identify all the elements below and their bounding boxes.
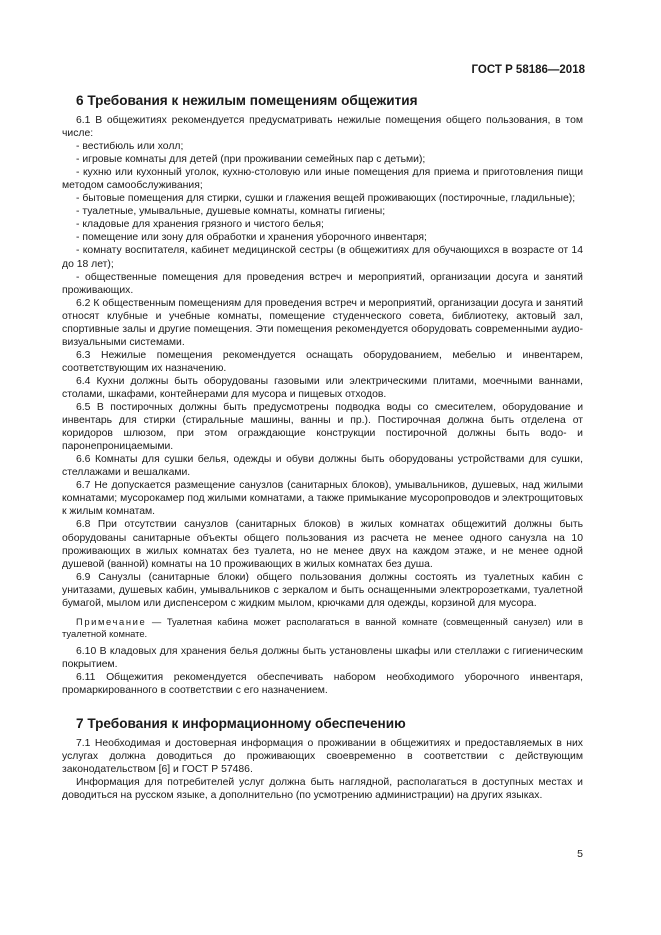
section-7-title: 7 Требования к информационному обеспечению bbox=[76, 715, 406, 731]
note bbox=[62, 616, 583, 641]
paragraph-6-6: 6.6 Комнаты для сушки белья, одежды и обуви должны быть оборудованы устройствами для сушки, стеллажами и вешалками. bbox=[62, 454, 583, 479]
list-item: - кухню или кухонный уголок, кухню-столовую или иные помещения для приема и приготовления пищи методом самообслуживания; bbox=[62, 167, 583, 192]
list-item: - туалетные, умывальные, душевые комнаты, комнаты гигиены; bbox=[76, 206, 386, 218]
section-6-title: 6 Требования к нежилым помещениям общежития bbox=[76, 93, 418, 108]
list-item: - помещение или зону для обработки и хранения уборочного инвентаря; bbox=[76, 232, 427, 244]
list-item: - общественные помещения для проведения встреч и мероприятий, организации досуга и занятий проживающих. bbox=[62, 271, 583, 296]
list-item: - кладовые для хранения грязного и чистого белья; bbox=[76, 219, 324, 231]
document-code: ГОСТ Р 58186—2018 bbox=[471, 64, 585, 76]
paragraph-7-1: 7.1 Необходимая и достоверная информация о проживании в общежитиях и предоставляемых в них услугах должна доводиться до проживающих своевременно в соответствии с действующим законодательством [6] и ГОСТ Р 57486. bbox=[62, 737, 583, 776]
paragraph-6-2: 6.2 К общественным помещениям для проведения встреч и мероприятий, организации досуга и занятий относят клубные и учебные комнаты, помещение студенческого совета, библиотеку, актовый зал, спортивные залы и другие помещения. Эти помещения рекомендуется оборудовать современными аудио-визуальными системами. bbox=[62, 297, 583, 348]
list-item: - комнату воспитателя, кабинет медицинской сестры (в общежитиях для обучающихся в возрасте от 14 до 18 лет); bbox=[62, 245, 583, 270]
paragraph-6-7: 6.7 Не допускается размещение санузлов (санитарных блоков), умывальников, душевых, над жилыми комнатами; мусорокамер под жилыми комнатами, а также примыкание мусоропроводов и электрощитовых к жилым комнатам. bbox=[62, 480, 583, 518]
paragraph-6-4: 6.4 Кухни должны быть оборудованы газовыми или электрическими плитами, моечными ваннами, столами, шкафами, контейнерами для мусора и пищевых отходов. bbox=[62, 375, 583, 400]
note-text: — Туалетная кабина может располагаться в ванной комнате (совмещенный санузел) или в туалетной комнате. bbox=[62, 615, 583, 640]
paragraph-6-1: 6.1 В общежитиях рекомендуется предусматривать нежилые помещения общего пользования, в том числе: bbox=[62, 115, 583, 140]
paragraph-6-9: 6.9 Санузлы (санитарные блоки) общего пользования должны состоять из туалетных кабин с унитазами, душевых кабин, умывальников с зеркалом и быть оснащенными электророзетками, туалетной бумагой, мылом или диспенсером с жидким мылом, крючками для одежды, корзиной для мусора. bbox=[62, 571, 583, 609]
paragraph-6-11: 6.11 Общежития рекомендуется обеспечивать набором необходимого уборочного инвентаря, промаркированного в соответствии с его назначением. bbox=[62, 671, 583, 696]
paragraph-6-5: 6.5 В постирочных должны быть предусмотрены подводка воды со смесителем, оборудование и инвентарь для стирки (стиральные машины, ванны и пр.). Постирочная должна быть отделена от коридоров шлюзом, при этом ограждающие конструкции постирочной должны быть водо- и паронепроницаемыми. bbox=[62, 402, 583, 453]
paragraph-6-8: 6.8 При отсутствии санузлов (санитарных блоков) в жилых комнатах общежитий должны быть оборудованы санитарные объекты общего пользования из расчета не менее одного санузла на 10 проживающих в жилых комнатах без туалета, но не менее двух на каждом этаже, и не менее одной душевой (ванной) комнаты на 10 проживающих в жилых комнатах без душа. bbox=[62, 519, 583, 570]
paragraph-6-3: 6.3 Нежилые помещения рекомендуется оснащать оборудованием, мебелью и инвентарем, соответствующим их назначению. bbox=[62, 349, 583, 374]
page-number: 5 bbox=[577, 848, 583, 860]
paragraph-6-10: 6.10 В кладовых для хранения белья должны быть установлены шкафы или стеллажи с гигиеническим покрытием. bbox=[62, 645, 583, 670]
page-content bbox=[62, 92, 583, 802]
list-item: - вестибюль или холл; bbox=[76, 141, 184, 153]
note-label: Примечание bbox=[76, 615, 147, 627]
paragraph-7-1-continued: Информация для потребителей услуг должна быть наглядной, располагаться в доступных местах и доводиться на русском языке, а дополнительно (по усмотрению администрации) на других языках. bbox=[62, 777, 583, 802]
list-item: - бытовые помещения для стирки, сушки и глажения вещей проживающих (постирочные, гладильные); bbox=[76, 193, 576, 205]
list-item: - игровые комнаты для детей (при проживании семейных пар с детьми); bbox=[76, 154, 426, 166]
